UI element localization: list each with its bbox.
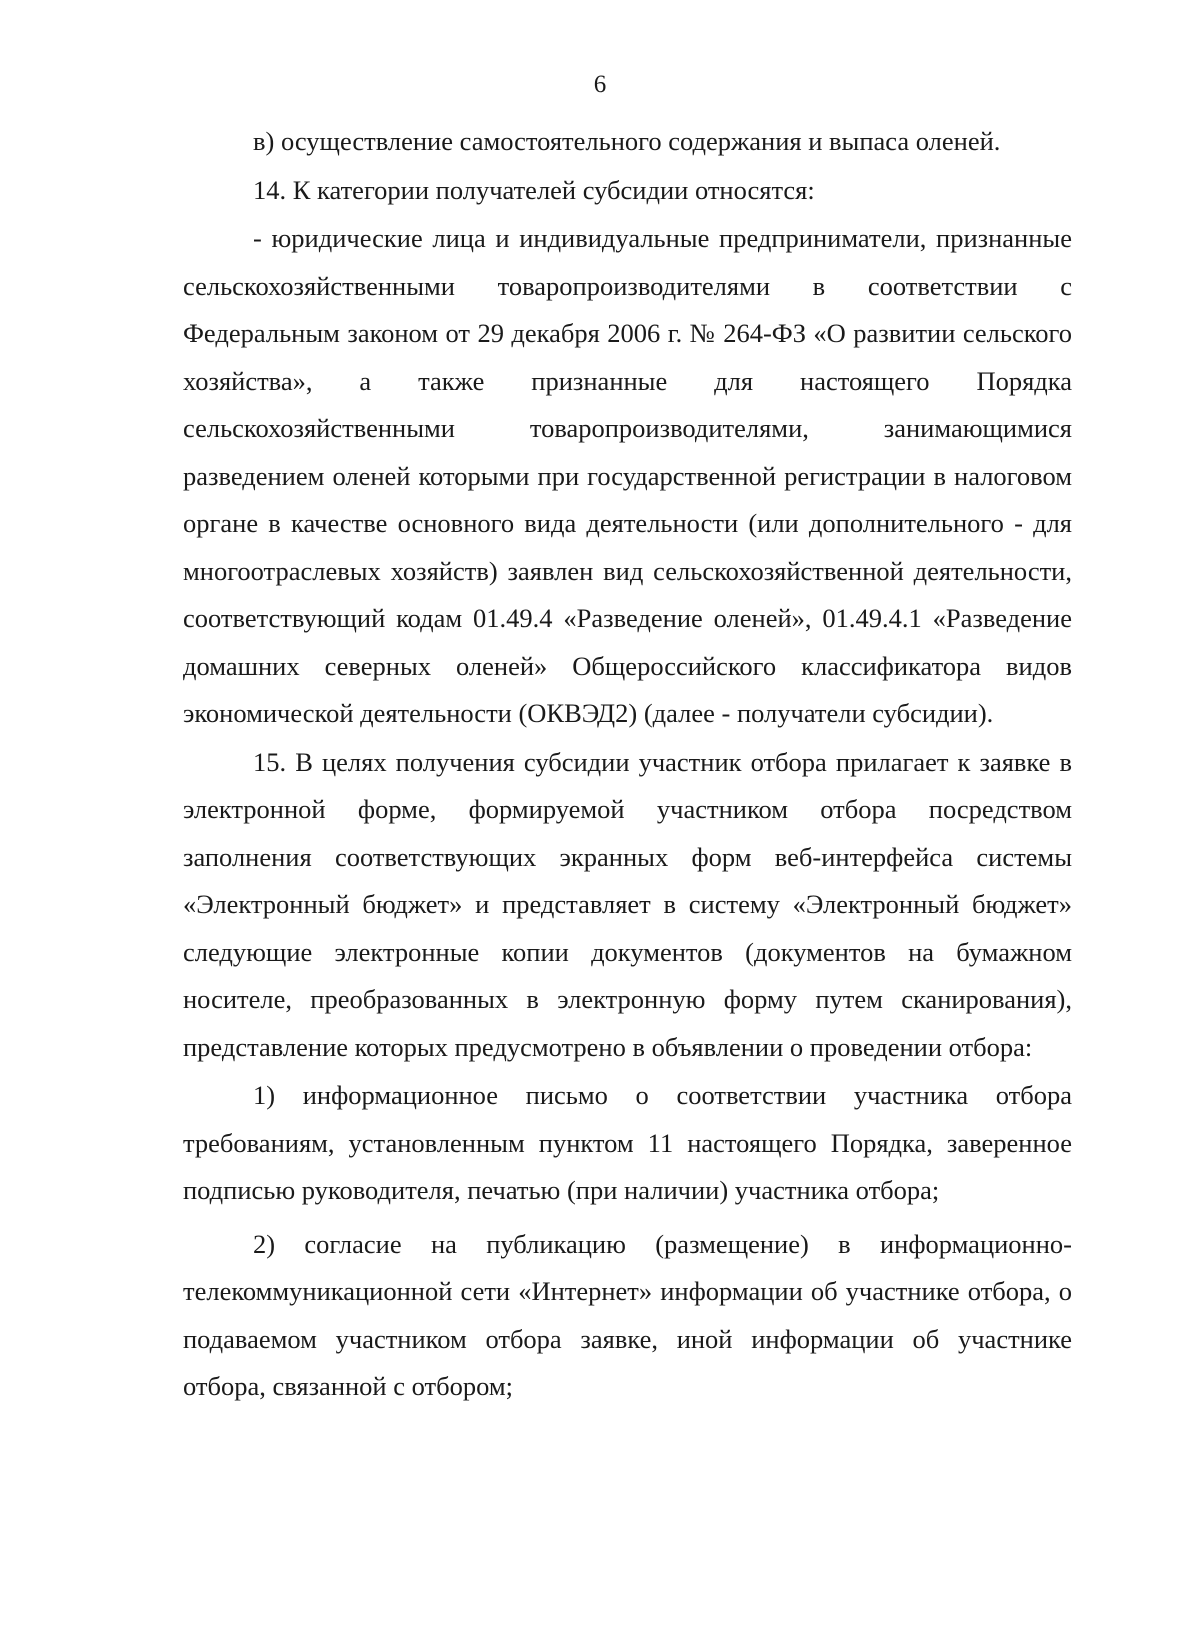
paragraph-15: 15. В целях получения субсидии участник отбора прилагает к заявке в электронной форме, формируемой участником отбора посредством заполнения соответствующих экранных форм веб-интерфейса системы «Электронный бюджет» и представляет в систему «Электронный бюджет» следующие электронные копии документов (документов на бумажном носителе, преобразованных в электронную форму путем сканирования), представление которых предусмотрено в объявлении о проведении отбора: bbox=[183, 746, 1072, 1062]
paragraph-14-recipients: - юридические лица и индивидуальные предприниматели, признанные сельскохозяйственными товаропроизводителями в соответствии с Федеральным законом от 29 декабря 2006 г. № 264-ФЗ «О развитии сельского хозяйства», а также признанные для настоящего Порядка сельскохозяйственными товаропроизводителями, занимающимися разведением оленей которыми при государственной регистрации в налоговом органе в качестве основного вида деятельности (или дополнительного - для многоотраслевых хозяйств) заявлен вид сельскохозяйственной деятельности, соответствующий кодам 01.49.4 «Разведение оленей», 01.49.4.1 «Разведение домашних северных оленей» Общероссийского классификатора видов экономической деятельности (ОКВЭД2) (далее - получатели субсидии). bbox=[183, 223, 1072, 728]
paragraph-13v: в) осуществление самостоятельного содержания и выпаса оленей. bbox=[253, 126, 1001, 156]
page-number: 6 bbox=[593, 71, 607, 98]
list-item-2: 2) согласие на публикацию (размещение) в информационно-телекоммуникационной сети «Интернет» информации об участнике отбора, о подаваемом участником отбора заявке, иной информации об участнике отбора, связанной с отбором; bbox=[183, 1228, 1072, 1401]
document-body bbox=[183, 118, 1072, 1411]
list-item-1: 1) информационное письмо о соответствии участника отбора требованиям, установленным пунктом 11 настоящего Порядка, заверенное подписью руководителя, печатью (при наличии) участника отбора; bbox=[183, 1080, 1072, 1205]
paragraph-14-heading: 14. К категории получателей субсидии относятся: bbox=[253, 174, 815, 205]
